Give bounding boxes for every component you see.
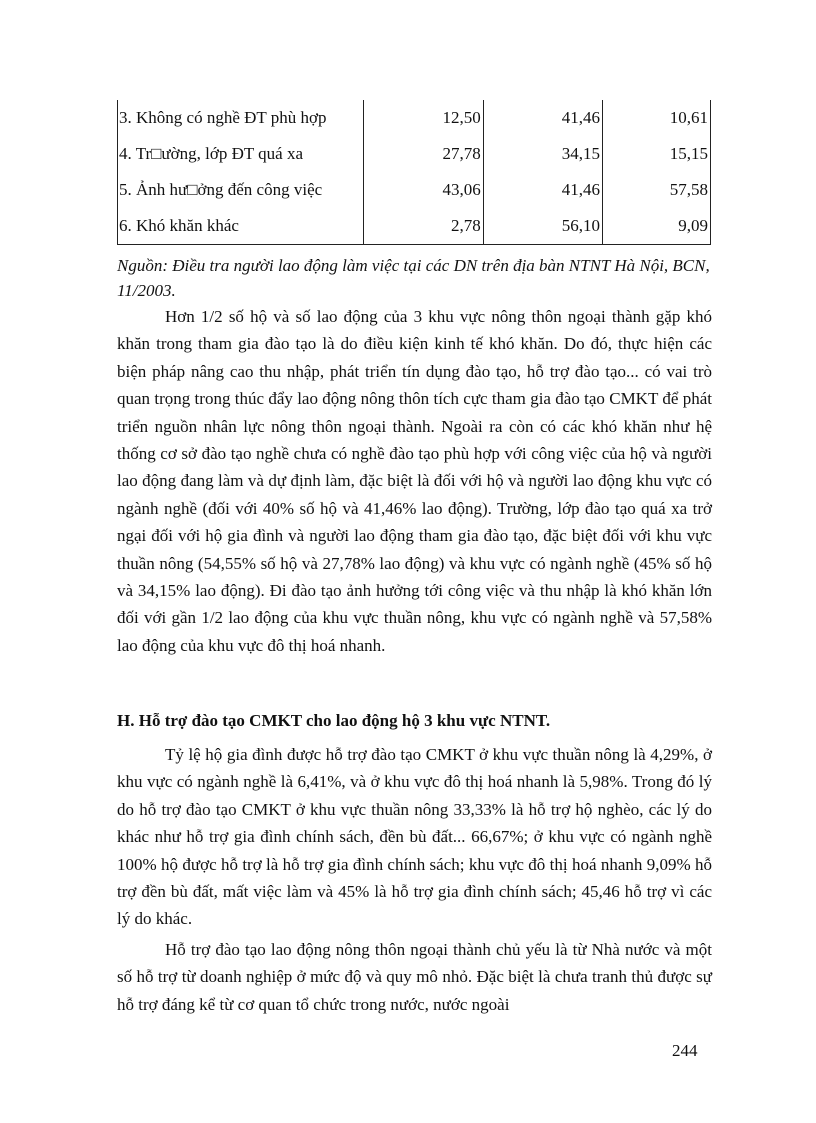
cell-value: 57,58: [603, 172, 711, 208]
cell-value: 27,78: [364, 136, 483, 172]
cell-value: 43,06: [364, 172, 483, 208]
cell-value: 41,46: [483, 172, 602, 208]
cell-value: 2,78: [364, 208, 483, 245]
cell-value: 12,50: [364, 100, 483, 136]
data-table: [117, 100, 711, 245]
cell-value: 34,15: [483, 136, 602, 172]
cell-value: 41,46: [483, 100, 602, 136]
data-table-container: [117, 100, 711, 245]
table-row: [118, 208, 711, 245]
paragraph-support-sources: Hỗ trợ đào tạo lao động nông thôn ngoại thành chủ yếu là từ Nhà nước và một số hỗ trợ từ doanh nghiệp ở mức độ và quy mô nhỏ. Đặc biệt là chưa tranh thủ được sự hỗ trợ đáng kể từ cơ quan tổ chức trong nước, nước ngoài: [117, 940, 712, 1014]
row-label: 3. Không có nghề ĐT phù hợp: [118, 100, 364, 136]
paragraph-difficulties: Hơn 1/2 số hộ và số lao động của 3 khu vực nông thôn ngoại thành gặp khó khăn trong tham gia đào tạo là do điều kiện kinh tế khó khăn. Do đó, thực hiện các biện pháp nâng cao thu nhập, phát triển tín dụng đào tạo, hỗ trợ đào tạo... có vai trò quan trọng trong thúc đẩy lao động nông thôn tích cực tham gia đào tạo CMKT để phát triển nguồn nhân lực nông thôn ngoại thành. Ngoài ra còn có các khó khăn như hệ thống cơ sở đào tạo nghề chưa có nghề đào tạo phù hợp với công việc của hộ và người lao động đang làm và dự định làm, đặc biệt là đối với hộ và người lao động khu vực có ngành nghề (đối với 40% số hộ và 41,46% lao động). Trường, lớp đào tạo quá xa trở ngại đối với hộ gia đình và người lao động tham gia đào tạo, đặc biệt đối với khu vực thuần nông (54,55% số hộ và 27,78% lao động) và khu vực có ngành nghề (45% số hộ và 34,15% lao động). Đi đào tạo ảnh hưởng tới công việc và thu nhập là khó khăn lớn đối với gần 1/2 lao động của khu vực thuần nông, khu vực có ngành nghề và 57,58% lao động của khu vực đô thị hoá nhanh.: [117, 307, 712, 655]
table-source-note: Nguồn: Điều tra người lao động làm việc tại các DN trên địa bàn NTNT Hà Nội, BCN, 11/2003.: [117, 256, 710, 300]
row-label: 6. Khó khăn khác: [118, 208, 364, 245]
table-row: [118, 136, 711, 172]
cell-value: 10,61: [603, 100, 711, 136]
table-row: [118, 172, 711, 208]
paragraph-support-rates: Tỷ lệ hộ gia đình được hỗ trợ đào tạo CMKT ở khu vực thuần nông là 4,29%, ở khu vực có ngành nghề là 6,41%, và ở khu vực đô thị hoá nhanh là 5,98%. Trong đó lý do hỗ trợ đào tạo CMKT ở khu vực thuần nông 33,33% là hỗ trợ hộ nghèo, các lý do khác như hỗ trợ gia đình chính sách, đền bù đất... 66,67%; ở khu vực có ngành nghề 100% hộ được hỗ trợ là hỗ trợ gia đình chính sách; khu vực đô thị hoá nhanh 9,09% hỗ trợ đền bù đất, mất việc làm và 45% là hỗ trợ gia đình chính sách; 45,46 hỗ trợ vì các lý do khác.: [117, 745, 712, 929]
cell-value: 56,10: [483, 208, 602, 245]
row-label: 5. Ảnh hư□ởng đến công việc: [118, 172, 364, 208]
page-number: 244: [672, 1041, 698, 1060]
cell-value: 15,15: [603, 136, 711, 172]
section-heading: H. Hỗ trợ đào tạo CMKT cho lao động hộ 3 khu vực NTNT.: [117, 711, 551, 730]
table-row: [118, 100, 711, 136]
cell-value: 9,09: [603, 208, 711, 245]
row-label: 4. Tr□ường, lớp ĐT quá xa: [118, 136, 364, 172]
